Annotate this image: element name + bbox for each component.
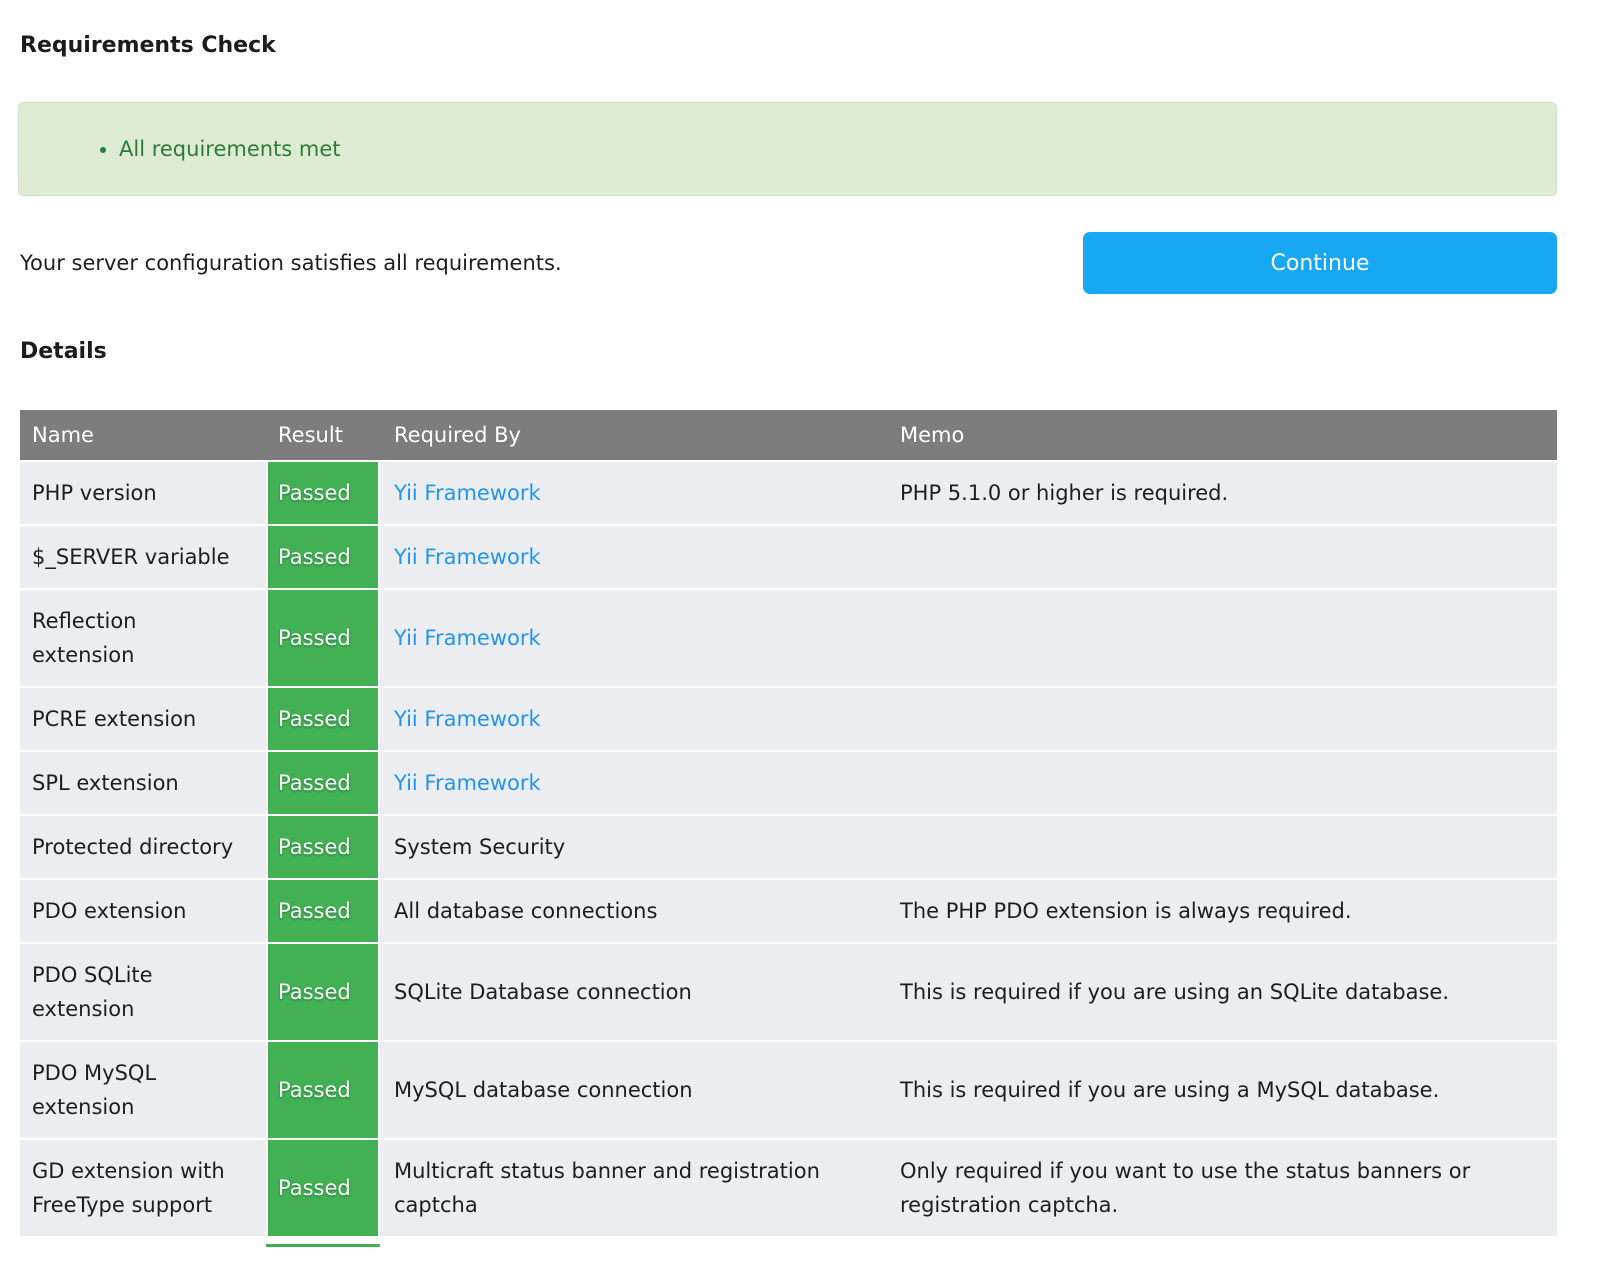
required-by-cell: All database connections	[380, 878, 886, 942]
column-header-memo: Memo	[886, 410, 1557, 460]
status-badge: Passed	[266, 878, 380, 942]
table-row	[20, 814, 1557, 878]
requirement-name-cell: Reflection extension	[20, 588, 266, 686]
requirements-table	[20, 410, 1557, 1236]
required-by-link[interactable]: Yii Framework	[394, 707, 541, 731]
column-header-required-by: Required By	[380, 410, 886, 460]
status-badge: Passed	[266, 814, 380, 878]
table-row	[20, 878, 1557, 942]
memo-cell	[886, 524, 1557, 588]
table-row	[20, 460, 1557, 524]
required-by-cell	[380, 460, 886, 524]
status-badge: Passed	[266, 1040, 380, 1138]
status-badge: Passed	[266, 942, 380, 1040]
requirement-name-cell: GD extension with FreeType support	[20, 1138, 266, 1236]
table-row	[20, 524, 1557, 588]
requirements-page	[0, 32, 1557, 1247]
requirement-name-cell: Protected directory	[20, 814, 266, 878]
required-by-cell: System Security	[380, 814, 886, 878]
memo-cell: The PHP PDO extension is always required.	[886, 878, 1557, 942]
continue-button[interactable]: Continue	[1083, 232, 1557, 294]
requirement-name-cell: SPL extension	[20, 750, 266, 814]
column-header-name: Name	[20, 410, 266, 460]
requirement-name-cell: PDO SQLite extension	[20, 942, 266, 1040]
table-row	[20, 686, 1557, 750]
requirement-name-cell: PDO extension	[20, 878, 266, 942]
action-row	[20, 232, 1557, 294]
required-by-cell	[380, 750, 886, 814]
required-by-link[interactable]: Yii Framework	[394, 481, 541, 505]
details-heading: Details	[20, 339, 107, 364]
status-badge: Passed	[266, 1138, 380, 1236]
required-by-cell	[380, 524, 886, 588]
memo-cell: Only required if you want to use the status banners or registration captcha.	[886, 1138, 1557, 1236]
table-header-row	[20, 410, 1557, 460]
status-badge: Passed	[266, 686, 380, 750]
alert-list	[19, 137, 341, 161]
required-by-cell: MySQL database connection	[380, 1040, 886, 1138]
table-row	[20, 942, 1557, 1040]
summary-text: Your server configuration satisfies all requirements.	[20, 251, 562, 275]
requirement-name-cell: PHP version	[20, 460, 266, 524]
table-row	[20, 1040, 1557, 1138]
memo-cell	[886, 686, 1557, 750]
required-by-link[interactable]: Yii Framework	[394, 626, 541, 650]
alert-item: • All requirements met	[119, 137, 341, 161]
memo-cell: This is required if you are using an SQLite database.	[886, 942, 1557, 1040]
column-header-result: Result	[266, 410, 380, 460]
memo-cell: PHP 5.1.0 or higher is required.	[886, 460, 1557, 524]
required-by-cell: SQLite Database connection	[380, 942, 886, 1040]
memo-cell	[886, 588, 1557, 686]
memo-cell	[886, 814, 1557, 878]
required-by-link[interactable]: Yii Framework	[394, 545, 541, 569]
table-row	[20, 1138, 1557, 1236]
table-row	[20, 750, 1557, 814]
memo-cell	[886, 750, 1557, 814]
page-title: Requirements Check	[20, 33, 276, 58]
status-badge: Passed	[266, 588, 380, 686]
required-by-cell: Multicraft status banner and registration captcha	[380, 1138, 886, 1236]
table-row	[20, 588, 1557, 686]
required-by-cell	[380, 588, 886, 686]
requirement-name-cell: PCRE extension	[20, 686, 266, 750]
required-by-link[interactable]: Yii Framework	[394, 771, 541, 795]
success-alert	[18, 102, 1557, 196]
status-badge: Passed	[266, 460, 380, 524]
status-badge: Passed	[266, 750, 380, 814]
requirement-name-cell: PDO MySQL extension	[20, 1040, 266, 1138]
required-by-cell	[380, 686, 886, 750]
memo-cell: This is required if you are using a MySQL database.	[886, 1040, 1557, 1138]
requirement-name-cell: $_SERVER variable	[20, 524, 266, 588]
next-row-partial-status-cell	[266, 1244, 380, 1247]
table-body	[20, 460, 1557, 1236]
status-badge: Passed	[266, 524, 380, 588]
